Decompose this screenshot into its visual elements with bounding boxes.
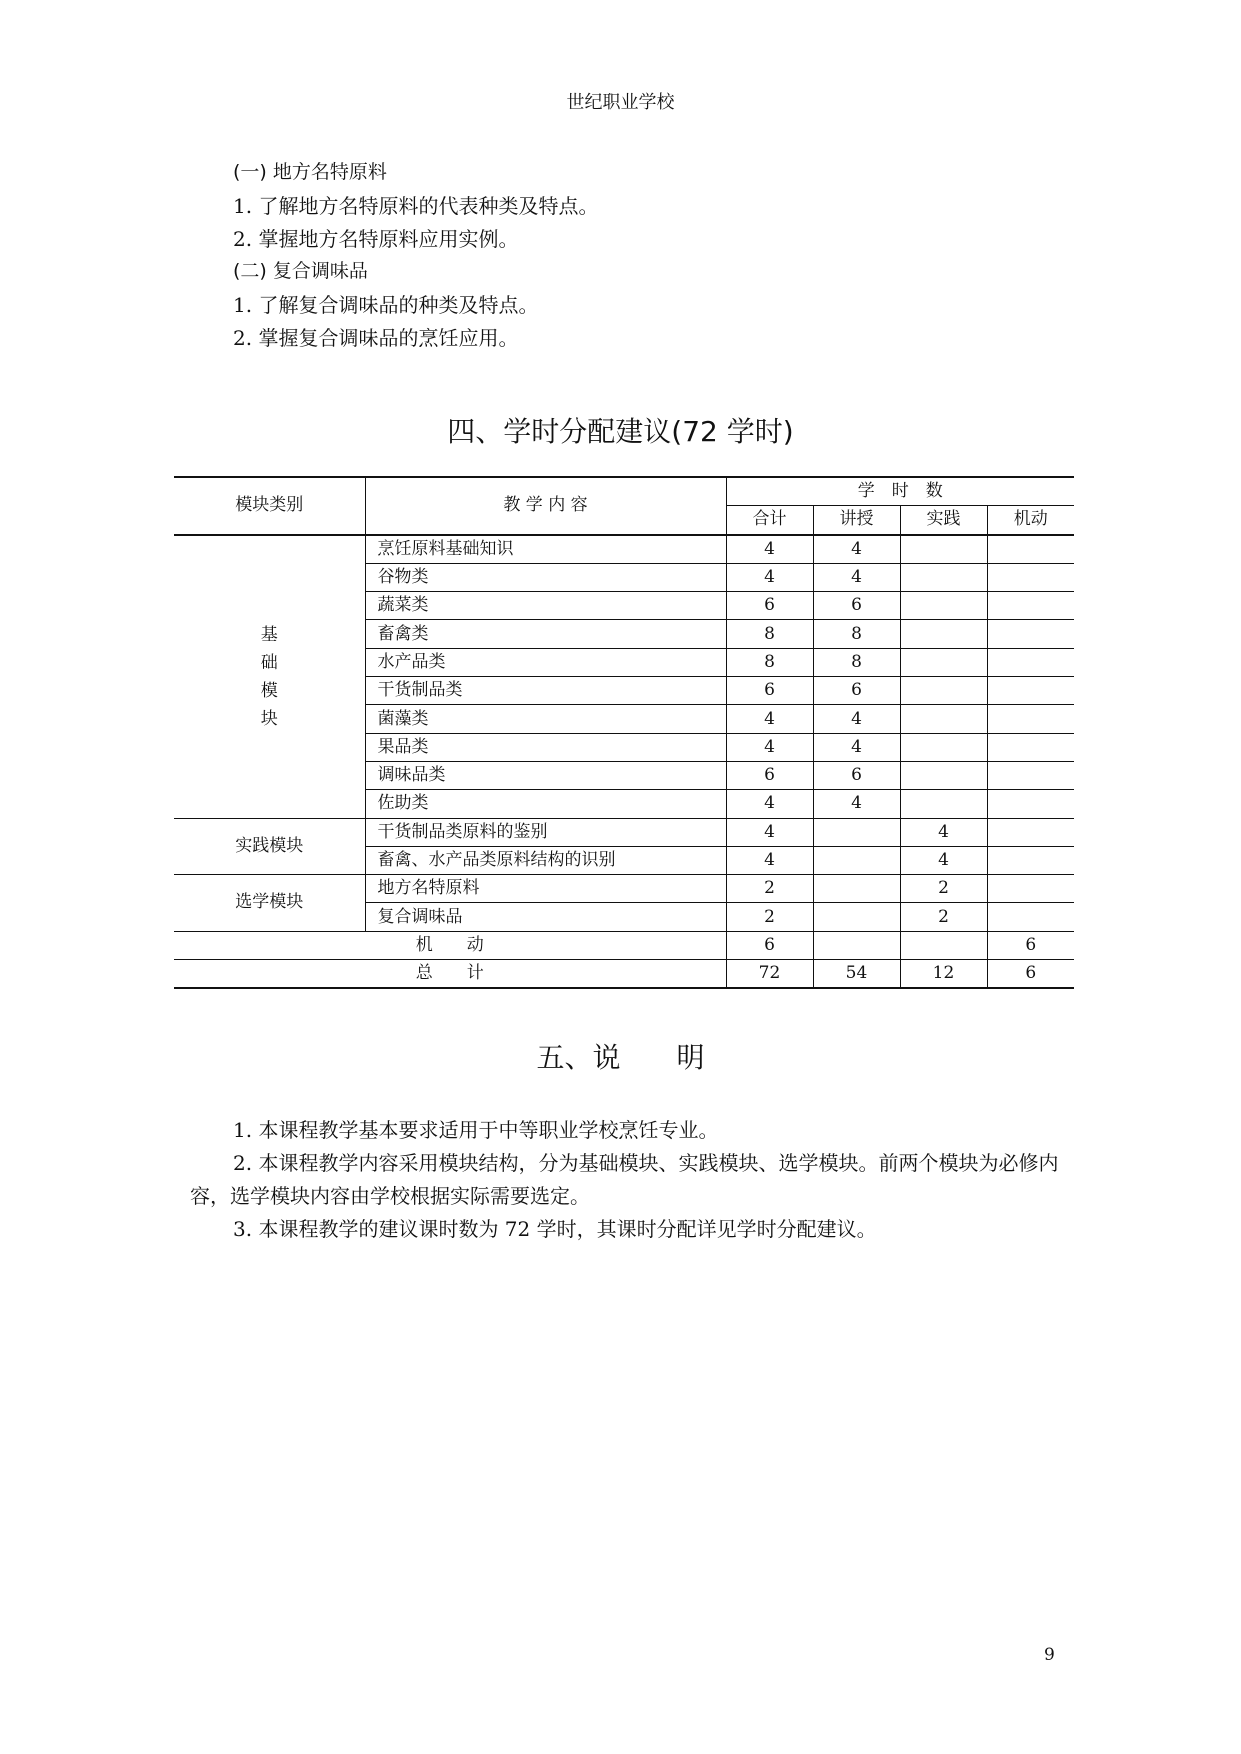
hours-allocation-table bbox=[174, 476, 1074, 989]
row-lecture bbox=[813, 875, 900, 903]
page-header: 世纪职业学校 bbox=[566, 92, 675, 113]
section-item: 2. 掌握复合调味品的烹饪应用。 bbox=[233, 326, 519, 350]
module-category-char: 础 bbox=[260, 652, 278, 673]
row-flexible bbox=[987, 761, 1074, 789]
row-lecture bbox=[813, 818, 900, 846]
module-category-char: 块 bbox=[260, 708, 278, 729]
total-row-lecture: 54 bbox=[813, 960, 900, 989]
row-flexible bbox=[987, 903, 1074, 931]
module-category: 实践模块 bbox=[174, 818, 365, 875]
row-total: 4 bbox=[726, 846, 813, 874]
note-item: 2. 本课程教学内容采用模块结构，分为基础模块、实践模块、选学模块。前两个模块为必修内容，选学模块内容由学校根据实际需要选定。 bbox=[190, 1151, 1059, 1208]
row-flexible bbox=[987, 648, 1074, 676]
notes-title: 五、说 明 bbox=[536, 1041, 705, 1074]
row-flexible bbox=[987, 790, 1074, 818]
flex-row-label: 机 动 bbox=[174, 931, 726, 959]
row-practice bbox=[900, 563, 987, 591]
notes bbox=[190, 1114, 1070, 1246]
row-flexible bbox=[987, 620, 1074, 648]
row-practice: 4 bbox=[900, 846, 987, 874]
table-row bbox=[174, 818, 1074, 846]
row-practice bbox=[900, 648, 987, 676]
module-category-char: 模 bbox=[260, 680, 278, 701]
row-lecture bbox=[813, 846, 900, 874]
flex-row-lecture bbox=[813, 931, 900, 959]
row-total: 6 bbox=[726, 761, 813, 789]
row-total: 6 bbox=[726, 592, 813, 620]
header-hours: 学 时 数 bbox=[726, 477, 1074, 506]
section-heading-1: (一) 地方名特原料 bbox=[233, 161, 387, 183]
module-category bbox=[174, 535, 365, 818]
row-content: 复合调味品 bbox=[365, 903, 726, 931]
header-category: 模块类别 bbox=[174, 477, 365, 535]
row-content: 畜禽类 bbox=[365, 620, 726, 648]
row-practice bbox=[900, 535, 987, 564]
row-total: 4 bbox=[726, 733, 813, 761]
total-row-flexible: 6 bbox=[987, 960, 1074, 989]
row-total: 6 bbox=[726, 677, 813, 705]
flex-row-flexible: 6 bbox=[987, 931, 1074, 959]
note-item: 1. 本课程教学基本要求适用于中等职业学校烹饪专业。 bbox=[233, 1118, 719, 1142]
row-flexible bbox=[987, 818, 1074, 846]
row-lecture: 4 bbox=[813, 733, 900, 761]
row-total: 8 bbox=[726, 620, 813, 648]
row-lecture bbox=[813, 903, 900, 931]
row-content: 调味品类 bbox=[365, 761, 726, 789]
total-row bbox=[174, 960, 1074, 989]
row-practice: 2 bbox=[900, 903, 987, 931]
row-total: 2 bbox=[726, 903, 813, 931]
row-lecture: 6 bbox=[813, 677, 900, 705]
flex-row bbox=[174, 931, 1074, 959]
row-practice bbox=[900, 705, 987, 733]
row-content: 佐助类 bbox=[365, 790, 726, 818]
header-total: 合计 bbox=[726, 506, 813, 535]
row-lecture: 6 bbox=[813, 761, 900, 789]
row-content: 果品类 bbox=[365, 733, 726, 761]
row-content: 干货制品类原料的鉴别 bbox=[365, 818, 726, 846]
row-flexible bbox=[987, 733, 1074, 761]
row-lecture: 4 bbox=[813, 790, 900, 818]
row-flexible bbox=[987, 592, 1074, 620]
row-flexible bbox=[987, 563, 1074, 591]
row-total: 4 bbox=[726, 535, 813, 564]
flex-row-total: 6 bbox=[726, 931, 813, 959]
row-total: 4 bbox=[726, 818, 813, 846]
row-content: 地方名特原料 bbox=[365, 875, 726, 903]
header-flexible: 机动 bbox=[987, 506, 1074, 535]
total-row-label: 总 计 bbox=[174, 960, 726, 989]
row-practice bbox=[900, 790, 987, 818]
header-practice: 实践 bbox=[900, 506, 987, 535]
row-content: 谷物类 bbox=[365, 563, 726, 591]
row-content: 干货制品类 bbox=[365, 677, 726, 705]
row-practice bbox=[900, 733, 987, 761]
section-heading-2: (二) 复合调味品 bbox=[233, 260, 368, 282]
row-lecture: 8 bbox=[813, 648, 900, 676]
header-content: 教 学 内 容 bbox=[365, 477, 726, 535]
row-content: 烹饪原料基础知识 bbox=[365, 535, 726, 564]
row-content: 畜禽、水产品类原料结构的识别 bbox=[365, 846, 726, 874]
row-practice bbox=[900, 677, 987, 705]
row-practice bbox=[900, 620, 987, 648]
row-content: 菌藻类 bbox=[365, 705, 726, 733]
allocation-title: 四、学时分配建议(72 学时) bbox=[447, 415, 794, 448]
row-lecture: 4 bbox=[813, 705, 900, 733]
row-practice bbox=[900, 592, 987, 620]
row-practice: 2 bbox=[900, 875, 987, 903]
flex-row-practice bbox=[900, 931, 987, 959]
row-lecture: 8 bbox=[813, 620, 900, 648]
row-total: 8 bbox=[726, 648, 813, 676]
row-practice bbox=[900, 761, 987, 789]
section-item: 1. 了解复合调味品的种类及特点。 bbox=[233, 293, 539, 317]
module-category-char: 基 bbox=[260, 624, 278, 645]
row-flexible bbox=[987, 705, 1074, 733]
header-lecture: 讲授 bbox=[813, 506, 900, 535]
note-item: 3. 本课程教学的建议课时数为 72 学时，其课时分配详见学时分配建议。 bbox=[233, 1217, 877, 1241]
row-practice: 4 bbox=[900, 818, 987, 846]
row-lecture: 4 bbox=[813, 563, 900, 591]
row-lecture: 6 bbox=[813, 592, 900, 620]
row-content: 水产品类 bbox=[365, 648, 726, 676]
row-total: 4 bbox=[726, 705, 813, 733]
total-row-practice: 12 bbox=[900, 960, 987, 989]
table-row bbox=[174, 535, 1074, 564]
section-item: 1. 了解地方名特原料的代表种类及特点。 bbox=[233, 194, 599, 218]
row-content: 蔬菜类 bbox=[365, 592, 726, 620]
module-category: 选学模块 bbox=[174, 875, 365, 932]
table-header-row bbox=[174, 477, 1074, 506]
section-item: 2. 掌握地方名特原料应用实例。 bbox=[233, 227, 519, 251]
row-flexible bbox=[987, 875, 1074, 903]
total-row-total: 72 bbox=[726, 960, 813, 989]
row-lecture: 4 bbox=[813, 535, 900, 564]
row-flexible bbox=[987, 846, 1074, 874]
row-flexible bbox=[987, 535, 1074, 564]
row-flexible bbox=[987, 677, 1074, 705]
row-total: 2 bbox=[726, 875, 813, 903]
page-number: 9 bbox=[1044, 1645, 1055, 1665]
table-row bbox=[174, 875, 1074, 903]
row-total: 4 bbox=[726, 563, 813, 591]
row-total: 4 bbox=[726, 790, 813, 818]
